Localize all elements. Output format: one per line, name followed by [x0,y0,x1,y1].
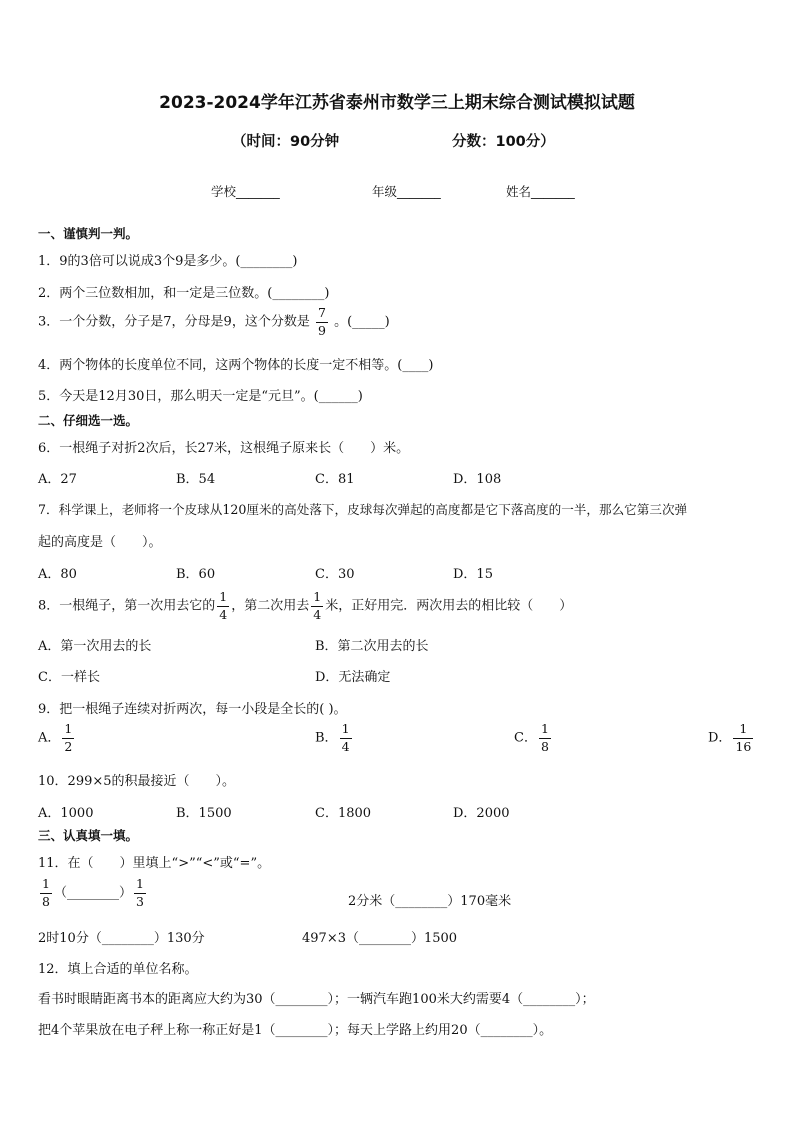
section-heading-fill: 三、认真填一填。 [38,828,139,843]
question-8-text-mid: ，第二次用去 [231,598,310,614]
fraction-1-4 [340,723,352,753]
q11-compare-c[interactable]: 2时10分（________）130分 [38,931,205,946]
q9-option-d[interactable] [708,723,755,753]
question-8-text-pre: 8．一根绳子，第一次用去它的 [38,598,216,614]
exam-time: （时间：90分钟 [232,134,340,150]
question-1: 1．9的3倍可以说成3个9是多少。(________) [38,254,298,269]
section-heading-choose: 二、仔细选一选。 [38,413,139,428]
q7-option-b[interactable]: B．60 [176,567,216,582]
fraction-numerator: 1 [539,723,551,739]
name-field[interactable]: 姓名_______ [506,184,575,199]
grade-field[interactable]: 年级_______ [372,184,441,199]
question-5: 5．今天是12月30日，那么明天一定是“元旦”。(______) [38,389,363,404]
fraction-1-16 [733,723,753,753]
page-title: 2023-2024学年江苏省泰州市数学三上期末综合测试模拟试题 [159,93,635,113]
fraction-numerator: 1 [217,591,229,607]
question-12-line-1[interactable]: 看书时眼睛距离书本的距离应大约为30（________）；一辆汽车跑100米大约需要4（________）； [38,992,595,1007]
q9-option-a[interactable] [38,723,76,753]
q7-option-a[interactable]: A．80 [38,567,77,582]
fraction-7-9 [316,307,328,337]
question-4: 4．两个物体的长度单位不同，这两个物体的长度一定不相等。(____) [38,358,434,373]
question-10: 10．299×5的积最接近（ ）。 [38,774,236,789]
option-label: D． [708,730,732,746]
fraction-numerator: 1 [340,723,352,739]
fraction-numerator: 1 [134,878,146,894]
q8-option-a[interactable]: A．第一次用去的长 [38,639,152,654]
question-8 [38,591,572,621]
fraction-denominator: 4 [341,738,350,754]
fraction-denominator: 4 [313,606,322,622]
question-11: 11．在（ ）里填上“>”“<”或“=”。 [38,856,271,871]
fraction-1-3 [134,878,146,908]
fraction-1-4-first [217,591,229,621]
fraction-denominator: 2 [64,738,73,754]
q6-option-a[interactable]: A．27 [38,472,77,487]
option-label: C． [514,730,537,746]
fraction-1-4-second [311,591,323,621]
fraction-numerator: 1 [311,591,323,607]
q11-compare-a [38,878,148,908]
q10-option-a[interactable]: A．1000 [38,806,94,821]
fraction-denominator: 9 [317,322,326,338]
question-8-text-post: 米，正好用完．两次用去的相比较（ ） [325,598,573,614]
question-9: 9．把一根绳子连续对折两次，每一小段是全长的( )。 [38,702,347,717]
fraction-denominator: 8 [540,738,549,754]
question-12-line-2[interactable]: 把4个苹果放在电子秤上称一称正好是1（________）；每天上学路上约用20（________）。 [38,1023,553,1038]
q9-option-c[interactable] [514,723,553,753]
question-3-text: 3．一个分数，分子是7，分母是9，这个分数是 [38,314,310,330]
q10-option-c[interactable]: C．1800 [315,806,372,821]
school-field[interactable]: 学校_______ [211,184,280,199]
fraction-1-8 [539,723,551,753]
fraction-numerator: 1 [40,878,52,894]
question-3 [38,307,390,337]
fraction-denominator: 16 [735,738,752,754]
question-7-line-2: 起的高度是（ ）。 [38,535,162,550]
fraction-1-2 [62,723,74,753]
q8-option-b[interactable]: B．第二次用去的长 [315,639,429,654]
fraction-1-8 [40,878,52,908]
q9-option-b[interactable] [315,723,354,753]
q6-option-d[interactable]: D．108 [453,472,502,487]
question-6: 6．一根绳子对折2次后，长27米，这根绳子原来长（ ）米。 [38,441,410,456]
q7-option-c[interactable]: C．30 [315,567,355,582]
question-3-blank[interactable]: 。(_____) [334,314,390,330]
q10-option-b[interactable]: B．1500 [176,806,232,821]
question-2: 2．两个三位数相加，和一定是三位数。(________) [38,286,330,301]
q11-compare-d[interactable]: 497×3（________）1500 [302,931,458,946]
fraction-denominator: 3 [135,893,144,909]
fraction-numerator: 7 [316,307,328,323]
q7-option-d[interactable]: D．15 [453,567,493,582]
option-label: A． [38,730,61,746]
q11-compare-b[interactable]: 2分米（________）170毫米 [348,894,512,909]
question-12: 12．填上合适的单位名称。 [38,962,198,977]
fraction-denominator: 4 [219,606,228,622]
q8-option-c[interactable]: C．一样长 [38,670,100,685]
option-label: B． [315,730,338,746]
q8-option-d[interactable]: D．无法确定 [315,670,391,685]
section-heading-judge: 一、谨慎判一判。 [38,226,139,241]
question-7-line-1: 7．科学课上，老师将一个皮球从120厘米的高处落下，皮球每次弹起的高度都是它下落高度的一半，那么它第三次弹 [38,502,688,517]
fraction-numerator: 1 [733,723,753,739]
q6-option-c[interactable]: C．81 [315,472,355,487]
exam-score: 分数：100分） [452,134,555,150]
q6-option-b[interactable]: B．54 [176,472,216,487]
fraction-numerator: 1 [62,723,74,739]
fraction-denominator: 8 [42,893,50,909]
q10-option-d[interactable]: D．2000 [453,806,510,821]
q11-blank-a[interactable]: （________） [53,885,132,901]
